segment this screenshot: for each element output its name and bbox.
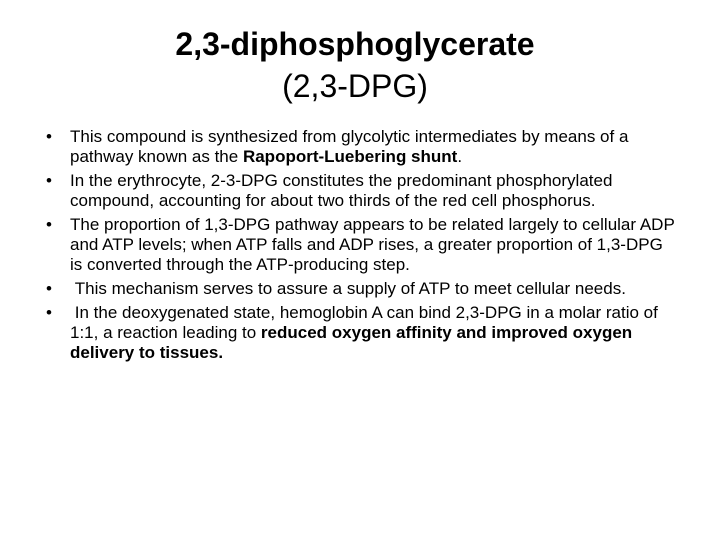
title-line-abbreviation: (2,3-DPG) — [282, 68, 428, 104]
bullet-text — [70, 215, 674, 274]
bullet-list — [46, 127, 676, 367]
bullet-text-plain: The proportion of 1,3-DPG pathway appears to be related largely to cellular ADP and ATP levels; when ATP falls and ADP rises, a greater proportion of 1,3-DPG is converted through the ATP-producing step. — [70, 215, 675, 274]
bullet-icon: • — [46, 215, 52, 234]
bullet-icon: • — [46, 303, 52, 322]
bullet-icon: • — [46, 279, 52, 298]
bullet-text — [70, 171, 612, 210]
bullet-text — [70, 127, 628, 166]
bullet-icon: • — [46, 171, 52, 190]
slide-title — [0, 22, 710, 106]
bullet-text-plain: This compound is synthesized from glycolytic intermediates by means of a pathway known as the — [70, 127, 629, 166]
bullet-item — [46, 215, 676, 275]
bullet-text-plain: This mechanism serves to assure a supply of ATP to meet cellular needs. — [70, 279, 626, 298]
bullet-item — [46, 303, 676, 363]
bullet-icon: • — [46, 127, 52, 146]
bullet-text — [70, 279, 626, 298]
title-line-main: 2,3-diphosphoglycerate — [175, 26, 535, 62]
bullet-text-tail: . — [457, 147, 463, 166]
bullet-text — [70, 303, 663, 362]
bullet-item — [46, 279, 676, 299]
bullet-text-bold: reduced oxygen affinity and improved oxygen delivery to tissues. — [70, 323, 633, 362]
bullet-text-plain: In the deoxygenated state, hemoglobin A can bind 2,3-DPG in a molar ratio of 1:1, a reaction leading to — [70, 303, 663, 342]
bullet-text-bold: Rapoport-Luebering shunt — [242, 147, 458, 166]
bullet-item — [46, 171, 676, 211]
bullet-text-plain: In the erythrocyte, 2-3-DPG constitutes the predominant phosphorylated compound, accounting for about two thirds of the red cell phosphorus. — [70, 171, 613, 210]
bullet-item — [46, 127, 676, 167]
